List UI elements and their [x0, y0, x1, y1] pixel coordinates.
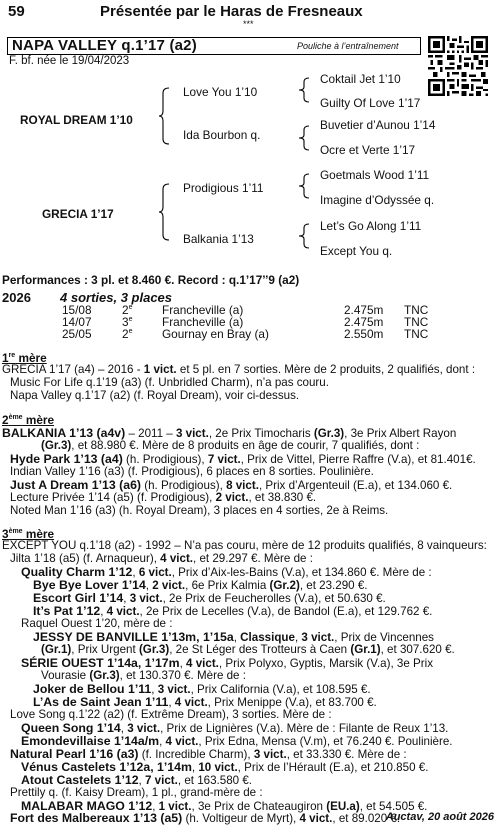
pedigree-brace-sire: [158, 87, 170, 145]
pedigree-gen2-1: Love You 1’10: [183, 85, 258, 99]
presenter-title: Présentée par le Haras de Fresneaux: [100, 3, 363, 20]
mere3-line: Fort des Malbereaux 1’13 (a5) (h. Voltigeur de Myrt), 4 vict., et 89.020 €.: [10, 811, 401, 825]
qr-code-icon[interactable]: [428, 36, 488, 96]
section-heading-mere2: 2ème mère: [2, 413, 55, 427]
footer-auction-date: Auctav, 20 août 2026: [385, 811, 494, 823]
mere1-line: Napa Valley q.1’17 (a2) (f. Royal Dream), voir ci-dessus.: [10, 389, 300, 402]
mere3-line: Bye Bye Lover 1’14, 2 vict., 6e Prix Kalmia (Gr.2), et 23.290 €.: [33, 578, 368, 592]
race-type: TNC: [404, 303, 429, 317]
mere3-line: Love Song q.1’22 (a2) (f. Extrême Dream), 3 sorties. Mère de :: [10, 708, 332, 721]
race-distance: 2.550m: [344, 327, 384, 341]
pedigree-brace-love-you: [298, 77, 310, 103]
mere3-line: Natural Pearl 1’16 (a3) (f. Incredible Charm), 3 vict., et 33.330 €. Mère de :: [10, 747, 407, 761]
pedigree-dam: GRECIA 1’17: [42, 207, 114, 221]
pedigree-brace-ida-bourbon: [298, 125, 310, 151]
mere2-line: Noted Man 1’16 (a3) (h. Royal Dream), 3 places en 4 sorties, 2e à Reims.: [10, 504, 389, 517]
race-place-sup: e: [128, 328, 133, 336]
mere3-line: Jilta 1’18 (a5) (f. Arnaqueur), 4 vict., et 29.297 €. Mère de :: [10, 552, 313, 565]
pedigree-brace-dam: [158, 183, 170, 241]
mere2-line: Lecture Privée 1’14 (a5) (f. Prodigious), 2 vict., et 38.830 €.: [10, 491, 317, 504]
race-place-num: 2: [122, 303, 129, 317]
race-date: 25/05: [62, 327, 92, 341]
race-distance: 2.475m: [344, 303, 384, 317]
race-date: 14/07: [62, 315, 92, 329]
pedigree-sire: ROYAL DREAM 1’10: [20, 113, 133, 127]
mere3-line: JESSY DE BANVILLE 1’13m, 1’15a, Classique, 3 vict., Prix de Vincennes: [33, 630, 434, 644]
pedigree-gen2-2: Ida Bourbon q.: [183, 128, 261, 142]
mere1-line: GRECIA 1’17 (a4) – 2016 - 1 vict. et 5 pl. en 7 sorties. Mère de 2 produits, 2 qualifiés, dont :: [2, 363, 476, 376]
race-venue: Francheville (a): [162, 303, 244, 317]
mere3-line: SÉRIE OUEST 1’14a, 1’17m, 4 vict., Prix Polyxo, Gyptis, Marsik (V.a), 3e Prix: [21, 656, 434, 670]
race-type: TNC: [404, 327, 429, 341]
mere3-line: Vénus Castelets 1’12a, 1’14m, 10 vict., Prix de l’Hérault (E.a), et 210.850 €.: [21, 760, 429, 774]
mere3-line: EXCEPT YOU q.1’18 (a2) - 1992 – N’a pas couru, mère de 12 produits qualifiés, 8 vainqueurs:: [2, 539, 487, 552]
mere2-line: BALKANIA 1’13 (a4v) – 2011 – 3 vict., 2e Prix Timocharis (Gr.3), 3e Prix Albert Rayon: [2, 426, 457, 440]
section-heading-mere1: 1re mère: [2, 351, 47, 365]
mere3-line: It’s Pat 1’12, 4 vict., 2e Prix de Lecelles (V.a), de Bandol (E.a), et 129.762 €.: [33, 604, 433, 618]
pedigree-gen2-4: Balkania 1’13: [183, 232, 254, 246]
horse-birth: F. bf. née le 19/04/2023: [9, 55, 130, 67]
mere3-line: (Gr.1), Prix Urgent (Gr.3), 2e St Léger des Trotteurs à Caen (Gr.1), et 307.620 €.: [41, 643, 455, 656]
race-place-num: 2: [122, 327, 129, 341]
mere3-line: L’As de Saint Jean 1’11, 4 vict., Prix Menippe (V.a), et 83.700 €.: [33, 695, 377, 709]
horse-status: Pouliche à l’entraînement: [297, 41, 399, 51]
pedigree-gen3-8: Except You q.: [320, 244, 393, 258]
stars-divider: ***: [243, 19, 254, 29]
race-venue: Francheville (a): [162, 315, 244, 329]
mere3-line: Escort Girl 1’14, 3 vict., 2e Prix de Feucherolles (V.a), et 50.630 €.: [33, 591, 386, 605]
mere3-line: Quality Charm 1’12, 6 vict., Prix d’Aix-les-Bains (V.a), et 134.860 €. Mère de :: [21, 565, 432, 579]
pedigree-gen3-3: Buvetier d’Aunou 1’14: [320, 118, 436, 132]
performance-sorties: 4 sorties, 3 places: [60, 290, 173, 305]
race-type: TNC: [404, 315, 429, 329]
pedigree-brace-balkania: [298, 223, 310, 249]
section-heading-mere3: 3ème mère: [2, 527, 55, 541]
performance-year: 2026: [2, 290, 31, 305]
pedigree-gen3-5: Goetmals Wood 1’11: [320, 168, 430, 182]
mere2-line: Hyde Park 1’13 (a4) (h. Prodigious), 7 vict., Prix de Vittel, Pierre Raffre (V.a), et 81.401€.: [10, 452, 476, 466]
mere3-line: Joker de Bellou 1’11, 3 vict., Prix California (V.a), et 108.595 €.: [33, 682, 371, 696]
race-place-sup: e: [128, 316, 133, 324]
race-place-sup: e: [128, 304, 133, 312]
mere3-line: Vourasie (Gr.3), et 130.370 €. Mère de :: [41, 669, 246, 682]
pedigree-brace-prodigious: [298, 173, 310, 199]
race-venue: Gournay en Bray (a): [162, 327, 269, 341]
mere3-line: MALABAR MAGO 1’12, 1 vict., 3e Prix de Chateaugiron (EU.a), et 54.505 €.: [21, 799, 428, 813]
lot-number: 59: [8, 3, 25, 20]
race-distance: 2.475m: [344, 315, 384, 329]
mere1-line: Music For Life q.1’19 (a3) (f. Unbridled Charm), n’a pas couru.: [10, 376, 329, 389]
pedigree-gen3-7: Let’s Go Along 1’11: [320, 219, 422, 233]
horse-name: NAPA VALLEY q.1’17 (a2): [12, 37, 197, 54]
pedigree-gen3-6: Imagine d’Odyssée q.: [320, 193, 435, 207]
mere3-line: Prettily q. (f. Kaisy Dream), 1 pl., grand-mère de :: [10, 786, 263, 799]
pedigree-gen3-4: Ocre et Verte 1’17: [320, 143, 416, 157]
mere3-line: Queen Song 1’14, 3 vict., Prix de Lignières (V.a). Mère de : Filante de Reux 1’13.: [21, 721, 449, 735]
pedigree-gen3-2: Guilty Of Love 1’17: [320, 96, 421, 110]
mere2-line: Indian Valley 1’16 (a3) (f. Prodigious), 6 places en 8 sorties. Poulinière.: [10, 465, 374, 478]
mere3-line: Atout Castelets 1’12, 7 vict., et 163.580 €.: [21, 773, 253, 787]
race-place: [122, 327, 132, 341]
pedigree-gen2-3: Prodigious 1’11: [183, 181, 264, 195]
race-date: 15/08: [62, 303, 92, 317]
mere3-line: Raquel Ouest 1’20, mère de :: [21, 617, 173, 630]
mere3-line: Emondevillaise 1’14a/m, 4 vict., Prix Edna, Mensa (V.m), et 76.240 €. Poulinière.: [21, 734, 453, 748]
mere2-line: Just A Dream 1’13 (a6) (h. Prodigious), 8 vict., Prix d’Argenteuil (E.a), et 134.060 €.: [10, 478, 453, 492]
pedigree-gen3-1: Coktail Jet 1’10: [320, 72, 401, 86]
performance-summary: Performances : 3 pl. et 8.460 €. Record : q.1’17’’9 (a2): [2, 273, 300, 287]
race-place-num: 3: [122, 315, 129, 329]
mere2-line: (Gr.3), et 88.980 €. Mère de 8 produits en âge de courir, 7 qualifiés, dont :: [41, 439, 420, 452]
